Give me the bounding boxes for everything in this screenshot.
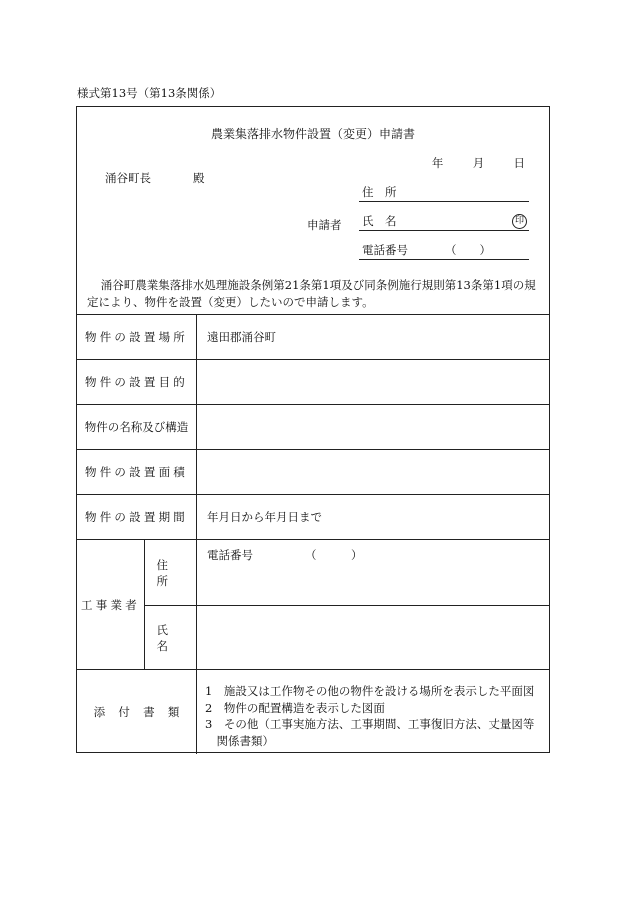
contractor-name-value[interactable] [197,605,549,670]
seal-icon: 印 [512,214,527,229]
period-from-year: 年 [207,510,219,524]
applicant-tel-paren: （ ） [445,243,491,257]
period-to-day: 日まで [287,510,322,524]
row-contractor [77,539,549,669]
contractor-label: 工事業者 [77,540,145,669]
attachment-item: 関係書類） [205,733,274,748]
contractor-address-value[interactable] [197,540,549,605]
applicant-address-field[interactable] [359,185,529,202]
applicant-name-label: 氏 名 [362,214,397,228]
date-day: 日 [513,156,525,170]
attachments-label-char: 書 [143,705,155,719]
applicant-caption: 申請者 [307,218,342,232]
row-purpose [77,359,549,404]
period-to-year: 年 [264,510,276,524]
applicant-name-field[interactable] [359,214,529,231]
applicant-tel-label: 電話番号 [362,243,408,257]
period-from-day: 日から [230,510,265,524]
area-label: 物件の設置面積 [77,450,197,494]
name-structure-value[interactable] [207,405,549,449]
contractor-tel-label: 電話番号 [207,548,253,562]
row-area [77,449,549,494]
name-structure-label: 物件の名称及び構造 [77,405,197,449]
application-statement: 涌谷町農業集落排水処理施設条例第21条第1項及び同条例施行規則第13条第1項の規定により、物件を設置（変更）したいので申請します。 [87,278,536,309]
contractor-address-label: 住所 [145,540,197,605]
application-form [76,106,550,753]
period-from-month: 月 [218,510,230,524]
applicant-address-label: 住 所 [362,185,397,199]
period-value[interactable] [207,495,549,539]
application-date [432,155,525,171]
date-month: 月 [472,156,485,170]
area-value[interactable] [207,450,549,494]
period-label: 物件の設置期間 [77,495,197,539]
attachment-item: 3 その他（工事実施方法、工事期間、工事復旧方法、丈量図等 [205,717,535,731]
contractor-tel-paren: （ ） [305,548,363,562]
period-to-month: 月 [276,510,288,524]
date-year: 年 [431,156,444,170]
form-header [77,107,549,314]
attachments-label-char: 類 [167,705,180,719]
addressee-honorific: 殿 [193,171,205,185]
attachments-label-char: 添 [93,705,106,719]
applicant-tel-field[interactable] [359,243,529,260]
attachment-item: 1 施設又は工作物その他の物件を設ける場所を表示した平面図 [205,684,535,698]
purpose-value[interactable] [207,360,549,404]
attachments-label [77,670,197,754]
row-attachments [77,669,549,754]
row-period [77,494,549,539]
row-location [77,314,549,359]
addressee [105,170,205,186]
attachments-list [205,683,545,749]
location-label: 物件の設置場所 [77,315,197,359]
location-value[interactable]: 遠田郡涌谷町 [207,330,276,344]
row-name-structure [77,404,549,449]
attachments-label-char: 付 [118,705,130,719]
addressee-name: 涌谷町長 [105,171,151,185]
purpose-label: 物件の設置目的 [77,360,197,404]
attachment-item: 2 物件の配置構造を表示した図面 [205,700,385,715]
contractor-name-label: 氏名 [145,605,197,670]
form-title: 農業集落排水物件設置（変更）申請書 [210,127,415,141]
form-number: 様式第13号（第13条関係） [77,86,222,100]
